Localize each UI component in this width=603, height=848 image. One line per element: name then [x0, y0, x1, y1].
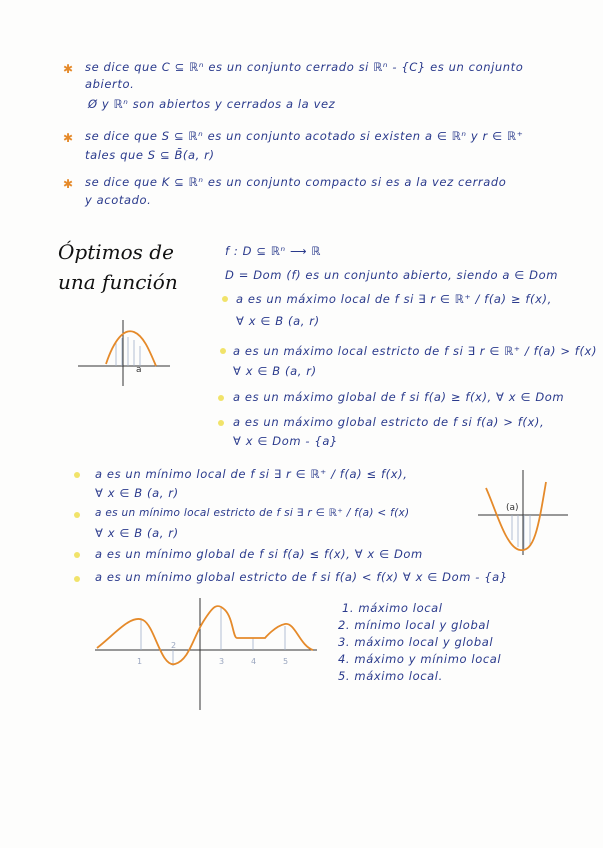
- min-global-strict-line1: a es un mínimo global estricto de f si f(a) < f(x) ∀ x ∈ Dom - {a}: [95, 570, 508, 584]
- highlight-bullet: [222, 296, 228, 302]
- highlight-bullet: [74, 552, 80, 558]
- tick-label: 1: [137, 657, 143, 666]
- highlight-bullet: [74, 472, 80, 478]
- max-local-strict-line2: ∀ x ∈ B (a, r): [233, 364, 317, 378]
- local-max-sketch: [78, 318, 173, 388]
- legend-item-3: 3. máximo local y global: [338, 635, 494, 649]
- section-heading-line2: una función: [58, 270, 178, 294]
- tick-label: 5: [283, 657, 289, 666]
- graph2-label: (a): [506, 503, 519, 513]
- max-local-strict-line1: a es un máximo local estricto de f si ∃ r ∈ ℝ⁺ / f(a) > f(x): [233, 344, 598, 358]
- local-min-sketch: [478, 470, 568, 555]
- max-global-line1: a es un máximo global de f si f(a) ≥ f(x), ∀ x ∈ Dom: [233, 390, 565, 404]
- def-compact-line1: se dice que K ⊆ ℝⁿ es un conjunto compacto si es a la vez cerrado: [85, 175, 507, 189]
- min-local-line2: ∀ x ∈ B (a, r): [95, 486, 179, 500]
- highlight-bullet: [218, 395, 224, 401]
- highlight-bullet: [220, 348, 226, 354]
- min-local-line1: a es un mínimo local de f si ∃ r ∈ ℝ⁺ / f(a) ≤ f(x),: [95, 467, 408, 481]
- highlight-bullet: [218, 420, 224, 426]
- max-global-strict-line1: a es un máximo global estricto de f si f(a) > f(x),: [233, 415, 545, 429]
- min-global-line1: a es un mínimo global de f si f(a) ≤ f(x), ∀ x ∈ Dom: [95, 547, 423, 561]
- bullet-star-icon: ✱: [63, 131, 74, 145]
- legend-item-2: 2. mínimo local y global: [338, 618, 490, 632]
- bullet-star-icon: ✱: [63, 177, 74, 191]
- max-global-strict-line2: ∀ x ∈ Dom - {a}: [233, 434, 338, 448]
- tick-label: 2: [171, 641, 177, 650]
- def-bounded-line1: se dice que S ⊆ ℝⁿ es un conjunto acotado si existen a ∈ ℝⁿ y r ∈ ℝ⁺: [85, 129, 524, 143]
- section-heading-line1: Óptimos de: [58, 240, 174, 264]
- highlight-bullet: [74, 576, 80, 582]
- def-closed-line1: se dice que C ⊆ ℝⁿ es un conjunto cerrado si ℝⁿ - {C} es un conjunto: [85, 60, 524, 74]
- legend-item-4: 4. máximo y mínimo local: [338, 652, 502, 666]
- graph1-label: a: [136, 365, 142, 375]
- function-def-line1: f : D ⊆ ℝⁿ ⟶ ℝ: [225, 244, 322, 258]
- highlight-bullet: [74, 512, 80, 518]
- def-compact-line2: y acotado.: [85, 193, 152, 207]
- tick-label: 3: [219, 657, 225, 666]
- min-local-strict-line1: a es un mínimo local estricto de f si ∃ r ∈ ℝ⁺ / f(a) < f(x): [95, 507, 410, 519]
- legend-item-5: 5. máximo local.: [338, 669, 443, 683]
- max-local-line2: ∀ x ∈ B (a, r): [236, 314, 320, 328]
- min-local-strict-line2: ∀ x ∈ B (a, r): [95, 526, 179, 540]
- max-local-line1: a es un máximo local de f si ∃ r ∈ ℝ⁺ / f(a) ≥ f(x),: [236, 292, 552, 306]
- function-def-line2: D = Dom (f) es un conjunto abierto, siendo a ∈ Dom: [225, 268, 559, 282]
- tick-label: 4: [251, 657, 257, 666]
- def-closed-line3: Ø y ℝⁿ son abiertos y cerrados a la vez: [88, 97, 336, 111]
- def-closed-line2: abierto.: [85, 77, 135, 91]
- def-bounded-line2: tales que S ⊆ B̄(a, r): [85, 148, 215, 162]
- extrema-sketch: [95, 598, 320, 713]
- bullet-star-icon: ✱: [63, 62, 74, 76]
- legend-item-1: 1. máximo local: [342, 601, 443, 615]
